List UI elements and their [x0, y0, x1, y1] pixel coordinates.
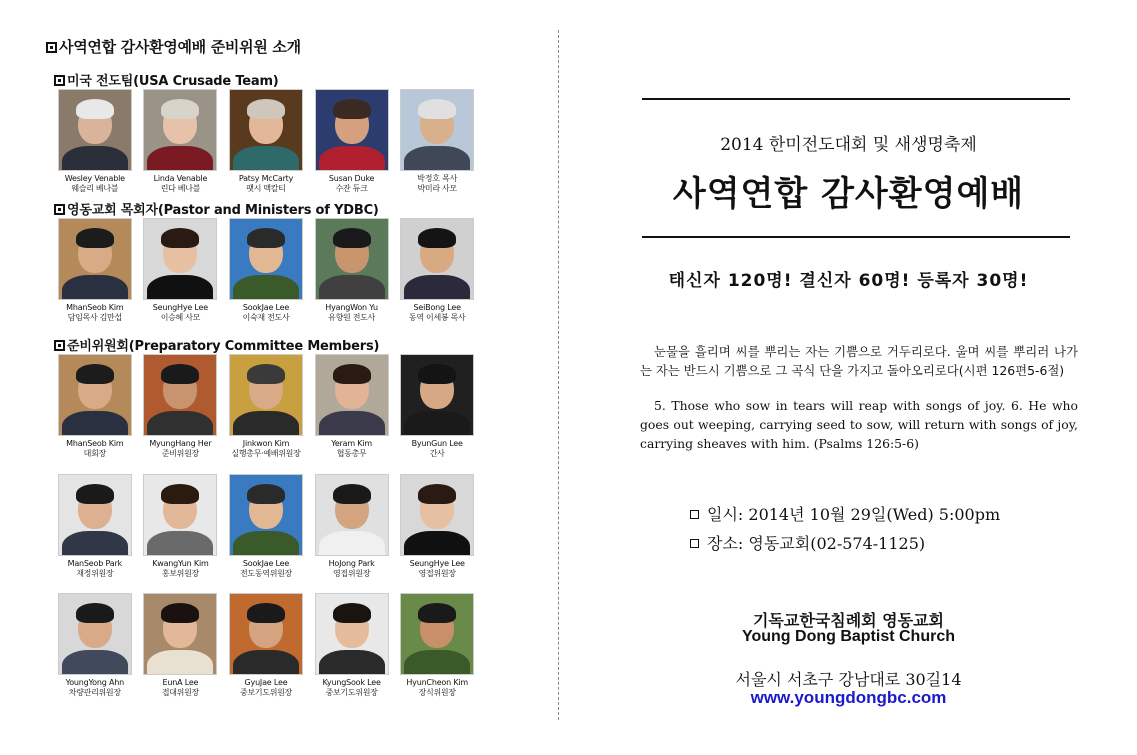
member-photo — [143, 593, 217, 675]
photo-shoulders — [62, 411, 128, 436]
member-name: KwangYun Kim — [152, 559, 209, 568]
photo-hair — [76, 484, 114, 504]
verse-korean: 눈물을 흘리며 씨를 뿌리는 자는 기쁨으로 거두리로다. 울며 씨를 뿌리러 나가는 자는 반드시 기쁨으로 그 곡식 단을 가지고 돌아오리로다(시편 126편5-6절) — [640, 344, 1078, 378]
member-card — [138, 474, 224, 579]
member-card — [223, 89, 309, 194]
member-role: 대회장 — [83, 449, 106, 458]
member-card — [309, 354, 395, 459]
photo-hair — [247, 484, 285, 504]
member-role: 협동총무 — [336, 449, 367, 458]
section-title-text: 미국 전도팀(USA Crusade Team) — [67, 74, 279, 89]
checkbox-bullet-icon — [690, 539, 699, 548]
photo-shoulders — [62, 275, 128, 300]
photo-hair — [418, 484, 456, 504]
member-role: 홍보위원장 — [161, 569, 199, 578]
photo-shoulders — [147, 531, 213, 556]
member-photo — [143, 89, 217, 171]
photo-shoulders — [147, 650, 213, 675]
member-name: Yeram Kim — [331, 439, 372, 448]
member-card — [52, 89, 138, 194]
photo-shoulders — [319, 650, 385, 675]
member-role: 린다 베나블 — [160, 184, 201, 193]
photo-shoulders — [147, 146, 213, 171]
member-role: 박미라 사모 — [417, 184, 457, 193]
member-card — [223, 593, 309, 698]
member-name: MyungHang Her — [149, 439, 212, 448]
top-rule — [642, 98, 1070, 100]
photo-shoulders — [404, 650, 470, 675]
member-role: 동역 이세봉 목사 — [408, 313, 466, 322]
checkbox-bullet-icon — [690, 510, 699, 519]
photo-hair — [418, 99, 456, 119]
photo-hair — [76, 364, 114, 384]
photo-hair — [247, 99, 285, 119]
verse-english: 5. Those who sow in tears will reap with songs of joy. 6. He who goes out weeping, carrying seed to sow, will return with songs of joy, carrying sheaves with him. (Psalms 126:5-6) — [640, 398, 1078, 451]
member-photo — [315, 89, 389, 171]
photo-hair — [76, 603, 114, 623]
member-photo — [143, 354, 217, 436]
member-role: 장식위원장 — [418, 688, 456, 697]
member-photo — [400, 474, 474, 556]
member-name: Jinkwon Kim — [242, 439, 290, 448]
photo-shoulders — [404, 531, 470, 556]
member-card — [138, 89, 224, 194]
member-name: Patsy McCarty — [238, 174, 294, 183]
member-photo — [400, 89, 474, 171]
member-card — [394, 474, 480, 579]
photo-hair — [76, 99, 114, 119]
member-name: SookJae Lee — [242, 559, 290, 568]
member-role: 영접위원장 — [333, 569, 371, 578]
website-link[interactable]: www.youngdongbc.com — [750, 688, 947, 707]
member-photo — [229, 593, 303, 675]
member-name: YoungYong Ahn — [65, 678, 124, 687]
photo-hair — [161, 228, 199, 248]
photo-shoulders — [404, 411, 470, 436]
service-title: 사역연합 감사환영예배 — [672, 174, 1025, 214]
date-text: 일시: 2014년 10월 29일(Wed) 5:00pm — [707, 505, 1001, 524]
event-name: 2014 한미전도대회 및 새생명축제 — [720, 135, 977, 155]
member-photo — [58, 474, 132, 556]
photo-hair — [418, 228, 456, 248]
photo-row — [52, 218, 480, 323]
member-photo — [229, 354, 303, 436]
photo-row — [52, 89, 480, 194]
member-card — [309, 89, 395, 194]
photo-shoulders — [233, 275, 299, 300]
member-card — [223, 474, 309, 579]
member-name: Wesley Venable — [64, 174, 125, 183]
member-card — [394, 593, 480, 698]
member-name: Susan Duke — [328, 174, 375, 183]
square-bullet-icon — [46, 42, 57, 53]
photo-row — [52, 354, 480, 459]
member-name: HyunCheon Kim — [406, 678, 468, 687]
section-title-committee — [54, 335, 379, 354]
photo-shoulders — [319, 411, 385, 436]
photo-hair — [161, 364, 199, 384]
member-role: 중보기도위원장 — [239, 688, 292, 697]
photo-hair — [161, 603, 199, 623]
member-photo — [400, 218, 474, 300]
member-role: 영접위원장 — [418, 569, 456, 578]
member-card — [394, 354, 480, 459]
member-name: HoJong Park — [328, 559, 375, 568]
member-name: SeungHye Lee — [409, 559, 465, 568]
square-bullet-icon — [54, 340, 65, 351]
member-name: 박정호 목사 — [417, 174, 458, 183]
photo-hair — [247, 228, 285, 248]
member-photo — [315, 354, 389, 436]
member-card — [52, 474, 138, 579]
member-photo — [315, 218, 389, 300]
photo-shoulders — [404, 146, 470, 171]
member-photo — [400, 354, 474, 436]
member-photo — [58, 354, 132, 436]
member-photo — [58, 89, 132, 171]
member-role: 준비위원장 — [161, 449, 199, 458]
member-photo — [143, 474, 217, 556]
member-name: GyuJae Lee — [244, 678, 288, 687]
photo-shoulders — [319, 146, 385, 171]
member-name: ManSeob Park — [67, 559, 122, 568]
photo-shoulders — [233, 411, 299, 436]
photo-shoulders — [62, 146, 128, 171]
member-card — [394, 89, 480, 194]
member-role: 담임목사 김만섭 — [67, 313, 122, 322]
member-name: KyungSook Lee — [322, 678, 381, 687]
member-photo — [315, 474, 389, 556]
photo-hair — [333, 484, 371, 504]
church-name-korean: 기독교한국침례회 영동교회 — [752, 611, 945, 630]
member-card — [223, 218, 309, 323]
section-title-pastors — [54, 199, 379, 218]
member-role: 접대위원장 — [161, 688, 199, 697]
member-role: 수잔 듀크 — [335, 184, 368, 193]
member-role: 이숙재 전도사 — [242, 313, 290, 322]
program-cover — [560, 0, 1137, 755]
member-card — [309, 218, 395, 323]
member-name: HyangWon Yu — [325, 303, 378, 312]
committee-title-text: 사역연합 감사환영예배 준비위원 소개 — [59, 38, 301, 56]
committee-panel — [0, 0, 558, 755]
member-name: ByunGun Lee — [411, 439, 463, 448]
date-line — [690, 502, 1000, 525]
member-role: 웨슬리 베나블 — [71, 184, 119, 193]
member-card — [138, 354, 224, 459]
member-photo — [58, 218, 132, 300]
member-name: SookJae Lee — [242, 303, 290, 312]
photo-shoulders — [404, 275, 470, 300]
photo-hair — [418, 364, 456, 384]
photo-row — [52, 474, 480, 579]
place-line — [690, 531, 925, 554]
square-bullet-icon — [54, 75, 65, 86]
member-photo — [58, 593, 132, 675]
member-card — [309, 474, 395, 579]
square-bullet-icon — [54, 204, 65, 215]
photo-shoulders — [62, 650, 128, 675]
photo-shoulders — [233, 650, 299, 675]
photo-shoulders — [233, 531, 299, 556]
member-role: 차량관리위원장 — [68, 688, 121, 697]
member-card — [52, 218, 138, 323]
member-role: 전도동역위원장 — [239, 569, 292, 578]
member-card — [309, 593, 395, 698]
member-name: MhanSeob Kim — [66, 439, 124, 448]
photo-hair — [247, 364, 285, 384]
photo-shoulders — [319, 531, 385, 556]
committee-title — [46, 36, 301, 57]
member-name: MhanSeob Kim — [66, 303, 124, 312]
church-address: 서울시 서초구 강남대로 30길14 — [735, 670, 962, 689]
photo-shoulders — [62, 531, 128, 556]
member-card — [52, 593, 138, 698]
member-role: 재정위원장 — [76, 569, 114, 578]
photo-hair — [333, 99, 371, 119]
member-role: 간사 — [429, 449, 445, 458]
results-banner: 태신자 120명! 결신자 60명! 등록자 30명! — [668, 271, 1029, 291]
photo-shoulders — [147, 275, 213, 300]
member-card — [394, 218, 480, 323]
member-role: 중보기도위원장 — [325, 688, 378, 697]
photo-hair — [161, 99, 199, 119]
section-title-text: 영동교회 목회자(Pastor and Ministers of YDBC) — [67, 203, 379, 218]
section-title-text: 준비위원회(Preparatory Committee Members) — [67, 339, 380, 354]
photo-hair — [418, 603, 456, 623]
member-name: Linda Venable — [153, 174, 208, 183]
member-photo — [143, 218, 217, 300]
church-name-english: Young Dong Baptist Church — [741, 628, 955, 645]
member-photo — [229, 89, 303, 171]
photo-hair — [161, 484, 199, 504]
fold-divider — [558, 30, 559, 720]
bottom-rule — [642, 236, 1070, 238]
photo-hair — [333, 228, 371, 248]
member-role: 실행총무·예배위원장 — [231, 449, 301, 458]
member-role: 팻시 맥칼티 — [246, 184, 286, 193]
member-card — [138, 593, 224, 698]
photo-hair — [333, 603, 371, 623]
member-role: 이승혜 사모 — [160, 313, 201, 322]
member-photo — [400, 593, 474, 675]
photo-hair — [247, 603, 285, 623]
photo-hair — [76, 228, 114, 248]
photo-row — [52, 593, 480, 698]
member-card — [138, 218, 224, 323]
member-name: EunA Lee — [162, 678, 199, 687]
member-role: 유향원 전도사 — [328, 313, 375, 322]
photo-shoulders — [233, 146, 299, 171]
member-card — [52, 354, 138, 459]
photo-shoulders — [319, 275, 385, 300]
photo-hair — [333, 364, 371, 384]
section-title-usa — [54, 70, 279, 89]
member-card — [223, 354, 309, 459]
member-photo — [229, 218, 303, 300]
member-photo — [229, 474, 303, 556]
photo-shoulders — [147, 411, 213, 436]
member-photo — [315, 593, 389, 675]
member-name: SeungHye Lee — [152, 303, 208, 312]
member-name: SeiBong Lee — [413, 303, 461, 312]
place-text: 장소: 영동교회(02-574-1125) — [707, 534, 926, 553]
